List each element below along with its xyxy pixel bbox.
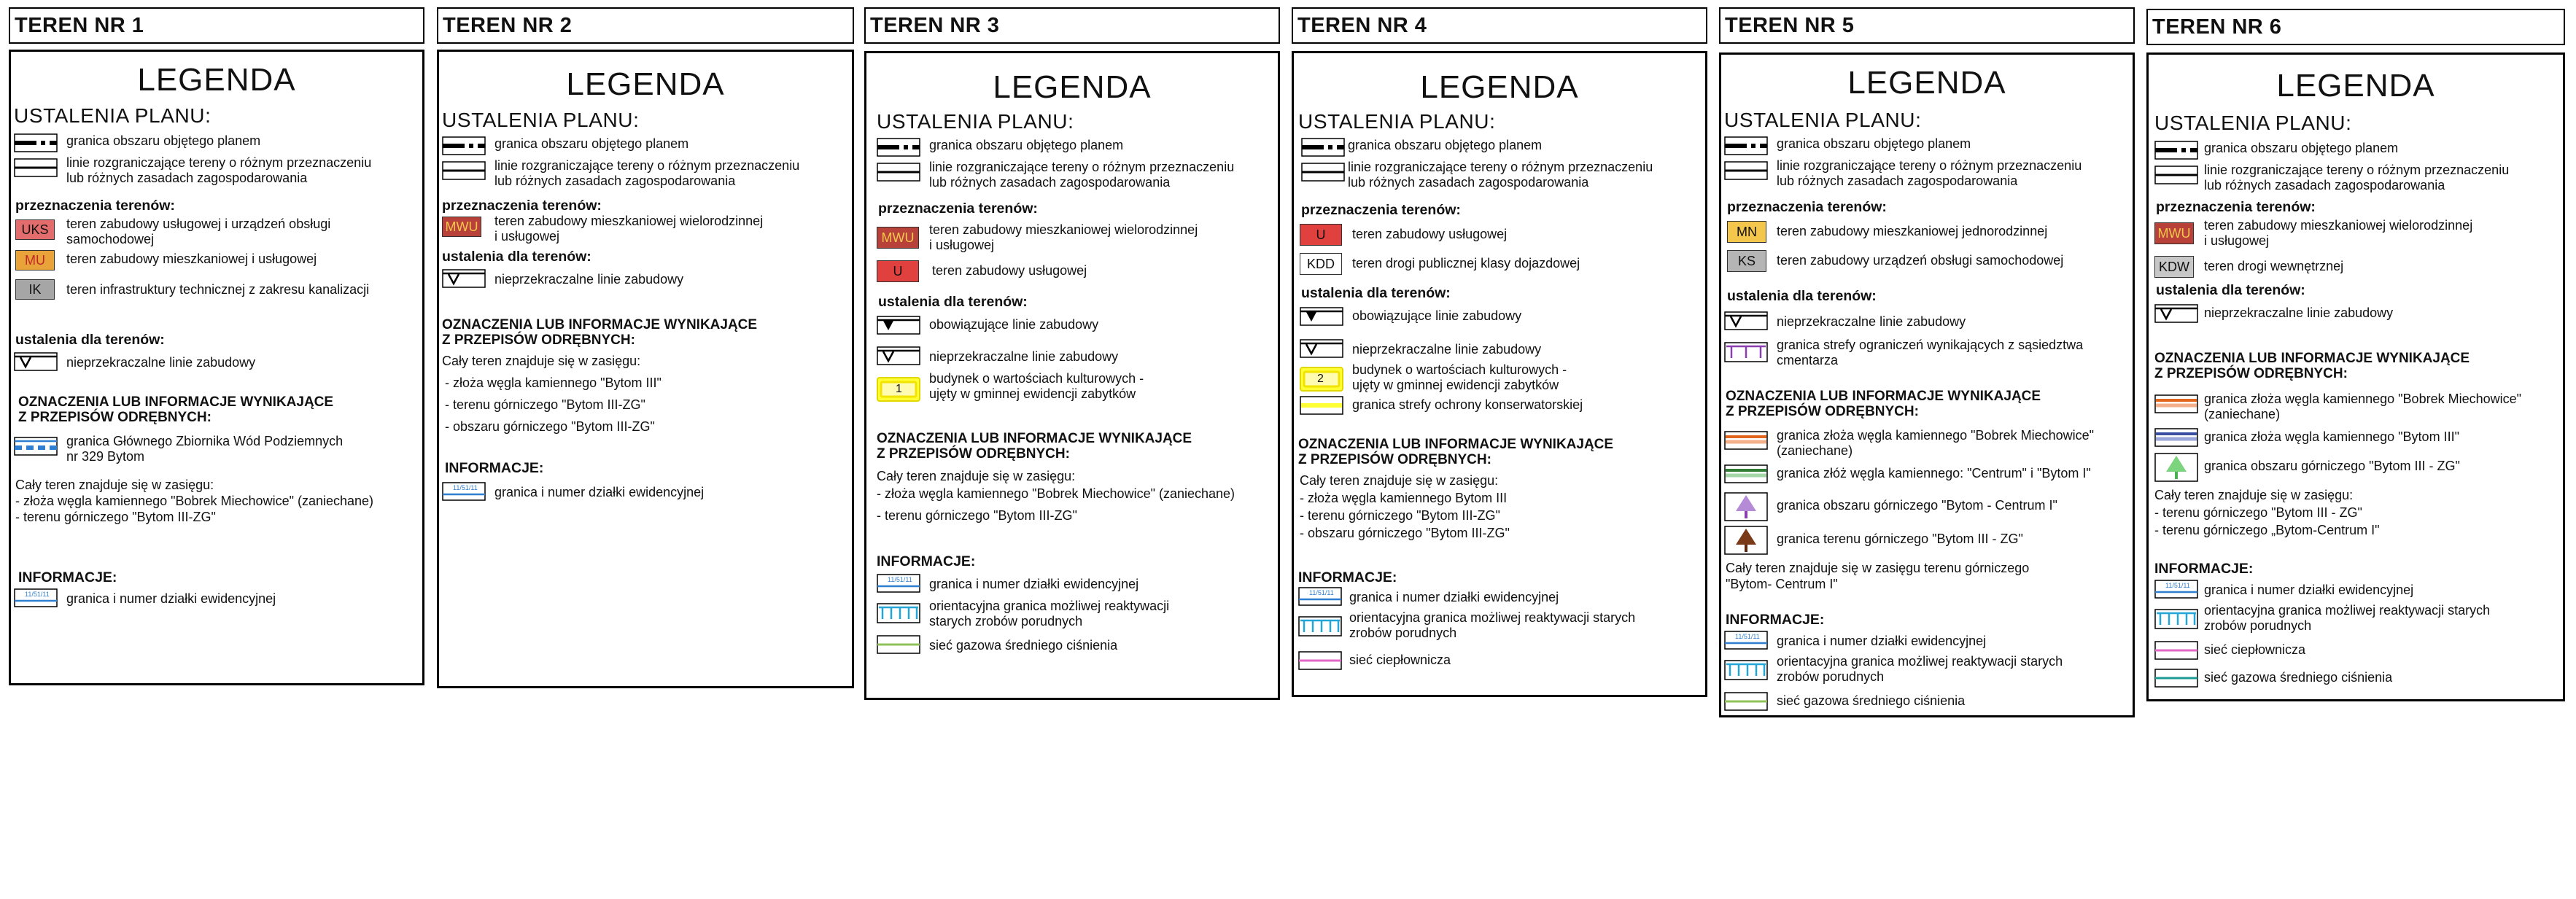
legend-label: lub różnych zasadach zagospodarowania xyxy=(929,175,1171,190)
section-przeznaczenia: przeznaczenia terenów: xyxy=(442,198,602,214)
division-line-icon xyxy=(442,161,486,180)
gas-network-icon xyxy=(1724,692,1768,711)
legend-label: nieprzekraczalne linie zabudowy xyxy=(66,355,256,370)
legend-label: granica obszaru objętego planem xyxy=(2204,141,2399,155)
legend-label: orientacyjna granica możliwej reaktywacji xyxy=(929,599,1170,613)
legend-label: orientacyjna granica możliwej reaktywacji starych xyxy=(1777,654,2063,669)
non-exceedable-line-icon xyxy=(1724,311,1768,330)
panel-title: TEREN NR 4 xyxy=(1292,7,1707,44)
legend-label: teren zabudowy urządzeń obsługi samochodowej xyxy=(1777,253,2064,268)
section-oznaczenia-l2: Z PRZEPISÓW ODRĘBNYCH: xyxy=(2154,366,2348,381)
zone-swatch: MWU xyxy=(2154,222,2194,244)
legend-label: nieprzekraczalne linie zabudowy xyxy=(2204,305,2394,320)
coal-deposit-boundary-icon xyxy=(2154,428,2198,447)
section-oznaczenia-l1: OZNACZENIA LUB INFORMACJE WYNIKAJĄCE xyxy=(442,317,758,332)
section-ustalenia-planu: USTALENIA PLANU: xyxy=(442,109,640,131)
legend-label: ujęty w gminnej ewidencji zabytków xyxy=(1352,378,1559,392)
non-exceedable-line-icon xyxy=(2154,304,2198,323)
legend-label: sieć gazowa średniego ciśnienia xyxy=(1777,693,1966,708)
heating-network-icon xyxy=(1298,651,1342,670)
section-ustalenia: ustalenia dla terenów: xyxy=(15,332,165,348)
legend-label: teren zabudowy usługowej xyxy=(1352,227,1508,241)
coverage-note: "Bytom- Centrum I" xyxy=(1726,577,1838,591)
mining-area-icon xyxy=(1724,492,1768,521)
section-oznaczenia-l2: Z PRZEPISÓW ODRĘBNYCH: xyxy=(1726,404,1919,419)
legend-label: samochodowej xyxy=(66,232,155,246)
coverage-item: - terenu górniczego „Bytom-Centrum I" xyxy=(2154,523,2380,537)
legend-label: granica i numer działki ewidencyjnej xyxy=(66,591,276,606)
panel-title: TEREN NR 6 xyxy=(2146,9,2565,45)
coverage-note: Cały teren znajduje się w zasięgu: xyxy=(877,469,1076,483)
plan-boundary-icon xyxy=(2154,141,2198,160)
legend-label: (zaniechane) xyxy=(1777,443,1853,458)
legend-box xyxy=(2146,52,2565,701)
zone-swatch: MU xyxy=(15,250,55,271)
legend-label: teren zabudowy mieszkaniowej wielorodzinnej xyxy=(494,214,764,228)
section-przeznaczenia: przeznaczenia terenów: xyxy=(2156,199,2316,215)
division-line-icon xyxy=(14,158,58,177)
coverage-item: - złoża węgla kamiennego Bytom III xyxy=(1300,491,1508,505)
legend-label: orientacyjna granica możliwej reaktywacji starych xyxy=(1349,610,1636,625)
legend-label: lub różnych zasadach zagospodarowania xyxy=(2204,178,2445,192)
non-exceedable-line-icon xyxy=(14,352,58,371)
section-ustalenia: ustalenia dla terenów: xyxy=(2156,282,2305,298)
legend-label: i usługowej xyxy=(494,229,560,244)
legend-title: LEGENDA xyxy=(1847,65,2006,101)
parcel-number: 11/51/11 xyxy=(2165,582,2190,589)
legend-label: granica złoża węgla kamiennego "Bobrek Miechowice" xyxy=(1777,428,2095,443)
section-informacje: INFORMACJE: xyxy=(1726,612,1825,628)
legend-label: sieć ciepłownicza xyxy=(2204,642,2306,657)
legend-label: sieć gazowa średniego ciśnienia xyxy=(929,638,1118,653)
parcel-number: 11/51/11 xyxy=(1735,633,1760,640)
legend-title: LEGENDA xyxy=(566,66,725,102)
section-informacje: INFORMACJE: xyxy=(877,553,976,569)
legend-title: LEGENDA xyxy=(993,69,1152,105)
plan-boundary-icon xyxy=(877,138,920,157)
section-ustalenia: ustalenia dla terenów: xyxy=(1727,288,1877,304)
legend-label: granica obszaru objętego planem xyxy=(929,138,1124,152)
legend-label: linie rozgraniczające tereny o różnym przeznaczeniu xyxy=(929,160,1235,174)
section-oznaczenia-l1: OZNACZENIA LUB INFORMACJE WYNIKAJĄCE xyxy=(2154,351,2470,366)
legend-label: granica obszaru objętego planem xyxy=(1777,136,1971,151)
section-ustalenia-planu: USTALENIA PLANU: xyxy=(2154,112,2352,134)
legend-title: LEGENDA xyxy=(2276,68,2435,104)
section-informacje: INFORMACJE: xyxy=(1298,569,1397,585)
section-oznaczenia xyxy=(877,431,1192,462)
coverage-note: Cały teren znajduje się w zasięgu: xyxy=(15,478,214,492)
coverage-item: - terenu górniczego "Bytom III-ZG" xyxy=(15,510,216,524)
parcel-number: 11/51/11 xyxy=(888,576,912,583)
section-informacje: INFORMACJE: xyxy=(445,460,544,476)
old-workings-boundary-icon xyxy=(1724,660,1768,680)
legend-label: granica obszaru górniczego "Bytom III - ZG" xyxy=(2204,459,2460,473)
zone-swatch: U xyxy=(877,260,919,282)
legend-label: budynek o wartościach kulturowych - xyxy=(929,371,1144,386)
legend-label: granica obszaru górniczego "Bytom - Centrum I" xyxy=(1777,498,2057,513)
groundwater-boundary-icon xyxy=(14,437,58,456)
legend-label: sieć gazowa średniego ciśnienia xyxy=(2204,670,2393,685)
heating-network-icon xyxy=(2154,641,2198,660)
legend-title: LEGENDA xyxy=(1420,69,1579,105)
section-oznaczenia xyxy=(18,394,333,425)
mandatory-line-icon xyxy=(1300,307,1343,326)
legend-label: granica strefy ochrony konserwatorskiej xyxy=(1352,397,1583,412)
coverage-item: - złoża węgla kamiennego "Bytom III" xyxy=(445,375,662,390)
legend-label: granica obszaru objętego planem xyxy=(1348,138,1543,152)
section-ustalenia-planu: USTALENIA PLANU: xyxy=(1724,109,1922,131)
legend-label: lub różnych zasadach zagospodarowania xyxy=(1348,175,1589,190)
heritage-building-number: 1 xyxy=(896,383,902,395)
section-ustalenia: ustalenia dla terenów: xyxy=(878,294,1028,310)
section-ustalenia-planu: USTALENIA PLANU: xyxy=(14,104,212,127)
division-line-icon xyxy=(1724,161,1768,180)
plan-boundary-icon xyxy=(1301,138,1345,157)
coverage-item: - terenu górniczego "Bytom III-ZG" xyxy=(1300,508,1500,523)
section-oznaczenia-l2: Z PRZEPISÓW ODRĘBNYCH: xyxy=(1298,452,1491,467)
legend-label: granica i numer działki ewidencyjnej xyxy=(1349,590,1559,604)
legend-label: linie rozgraniczające tereny o różnym przeznaczeniu xyxy=(1348,160,1653,174)
legend-box xyxy=(9,50,424,685)
zone-swatch: MWU xyxy=(877,227,919,249)
panel-title: TEREN NR 3 xyxy=(864,7,1280,44)
coverage-item: - terenu górniczego "Bytom III-ZG" xyxy=(445,397,645,412)
legend-label: nieprzekraczalne linie zabudowy xyxy=(494,272,684,287)
zone-swatch: MN xyxy=(1727,221,1766,243)
coverage-item: - obszaru górniczego "Bytom III-ZG" xyxy=(1300,526,1510,540)
legend-label: granica złóż węgla kamiennego: "Centrum" i "Bytom I" xyxy=(1777,466,2091,480)
legend-label: zrobów porudnych xyxy=(2204,618,2312,633)
legend-label: lub różnych zasadach zagospodarowania xyxy=(494,174,736,188)
division-line-icon xyxy=(2154,166,2198,184)
coverage-item: - terenu górniczego "Bytom III - ZG" xyxy=(2154,505,2362,520)
cemetery-zone-icon xyxy=(1724,342,1768,362)
legend-label: nr 329 Bytom xyxy=(66,449,145,464)
legend-label: sieć ciepłownicza xyxy=(1349,653,1451,667)
coverage-note: Cały teren znajduje się w zasięgu terenu górniczego xyxy=(1726,561,2030,575)
legend-label: granica złoża węgla kamiennego "Bobrek Miechowice" xyxy=(2204,392,2522,406)
legend-label: teren zabudowy mieszkaniowej i usługowej xyxy=(66,252,317,266)
coverage-item: - terenu górniczego "Bytom III-ZG" xyxy=(877,508,1077,523)
legend-label: granica strefy ograniczeń wynikających z sąsiedztwa xyxy=(1777,338,2084,352)
legend-label: teren zabudowy mieszkaniowej wielorodzinnej xyxy=(2204,218,2473,233)
panel-title: TEREN NR 2 xyxy=(437,7,854,44)
parcel-number: 11/51/11 xyxy=(453,484,478,491)
legend-label: orientacyjna granica możliwej reaktywacji starych xyxy=(2204,603,2491,618)
legend-label: granica terenu górniczego "Bytom III - ZG" xyxy=(1777,532,2023,546)
legend-label: obowiązujące linie zabudowy xyxy=(929,317,1099,332)
coal-deposit-boundary-icon xyxy=(1724,431,1768,450)
legend-label: i usługowej xyxy=(929,238,995,252)
division-line-icon xyxy=(1301,163,1345,182)
legend-label: granica złoża węgla kamiennego "Bytom III" xyxy=(2204,429,2459,444)
legend-label: nieprzekraczalne linie zabudowy xyxy=(929,349,1119,364)
section-oznaczenia-l2: Z PRZEPISÓW ODRĘBNYCH: xyxy=(442,332,635,348)
section-oznaczenia xyxy=(2154,351,2470,381)
legend-label: granica obszaru objętego planem xyxy=(66,133,261,148)
legend-label: granica i numer działki ewidencyjnej xyxy=(494,485,705,499)
section-ustalenia: ustalenia dla terenów: xyxy=(442,249,591,265)
non-exceedable-line-icon xyxy=(877,346,920,365)
legend-label: starych zrobów porudnych xyxy=(929,614,1083,628)
legend-label: teren drogi publicznej klasy dojazdowej xyxy=(1352,256,1580,271)
zone-swatch: KDW xyxy=(2154,256,2194,278)
section-oznaczenia xyxy=(1726,389,2041,419)
section-oznaczenia xyxy=(442,317,757,348)
heritage-building-number: 2 xyxy=(1317,373,1324,385)
legend-label: granica i numer działki ewidencyjnej xyxy=(929,577,1139,591)
legend-label: granica obszaru objętego planem xyxy=(494,136,689,151)
coverage-note: Cały teren znajduje się w zasięgu: xyxy=(1300,473,1499,488)
mining-area-icon xyxy=(2154,453,2198,482)
legend-label: teren zabudowy mieszkaniowej jednorodzinnej xyxy=(1777,224,2048,238)
mining-terrain-icon xyxy=(1724,526,1768,555)
section-oznaczenia-l1: OZNACZENIA LUB INFORMACJE WYNIKAJĄCE xyxy=(1726,389,2041,404)
plan-boundary-icon xyxy=(14,133,58,152)
legend-label: linie rozgraniczające tereny o różnym przeznaczeniu xyxy=(66,155,372,170)
legend-label: zrobów porudnych xyxy=(1349,626,1457,640)
old-workings-boundary-icon xyxy=(1298,616,1342,637)
coverage-note: Cały teren znajduje się w zasięgu: xyxy=(2154,488,2354,502)
legend-label: nieprzekraczalne linie zabudowy xyxy=(1777,314,1966,329)
legend-label: granica i numer działki ewidencyjnej xyxy=(2204,583,2414,597)
non-exceedable-line-icon xyxy=(1300,339,1343,358)
zone-swatch: IK xyxy=(15,279,55,300)
legend-label: granica i numer działki ewidencyjnej xyxy=(1777,634,1987,648)
legend-label: obowiązujące linie zabudowy xyxy=(1352,308,1522,323)
section-oznaczenia-l2: Z PRZEPISÓW ODRĘBNYCH: xyxy=(877,446,1070,462)
section-ustalenia-planu: USTALENIA PLANU: xyxy=(1298,110,1496,133)
legend-label: lub różnych zasadach zagospodarowania xyxy=(66,171,308,185)
section-przeznaczenia: przeznaczenia terenów: xyxy=(878,201,1038,217)
legend-label: teren zabudowy mieszkaniowej wielorodzinnej xyxy=(929,222,1198,237)
section-oznaczenia xyxy=(1298,437,1613,467)
zone-swatch: MWU xyxy=(442,217,481,237)
legend-label: teren zabudowy usługowej i urządzeń obsługi xyxy=(66,217,331,231)
section-informacje: INFORMACJE: xyxy=(18,569,117,585)
section-oznaczenia-l1: OZNACZENIA LUB INFORMACJE WYNIKAJĄCE xyxy=(18,394,334,410)
gas-network-icon xyxy=(877,635,920,654)
panel-title: TEREN NR 5 xyxy=(1719,7,2135,44)
zone-swatch: U xyxy=(1300,224,1342,246)
plan-boundary-icon xyxy=(1724,136,1768,155)
legend-label: budynek o wartościach kulturowych - xyxy=(1352,362,1567,377)
legend-label: teren infrastruktury technicznej z zakresu kanalizacji xyxy=(66,282,370,297)
legend-box xyxy=(1292,51,1707,697)
legend-label: teren zabudowy usługowej xyxy=(932,263,1087,278)
plan-boundary-icon xyxy=(442,136,486,155)
legend-box xyxy=(864,51,1280,700)
legend-label: i usługowej xyxy=(2204,233,2270,248)
zone-swatch: UKS xyxy=(15,219,55,240)
section-przeznaczenia: przeznaczenia terenów: xyxy=(1727,199,1887,215)
legend-label: ujęty w gminnej ewidencji zabytków xyxy=(929,386,1136,401)
section-ustalenia: ustalenia dla terenów: xyxy=(1301,285,1451,301)
section-oznaczenia-l1: OZNACZENIA LUB INFORMACJE WYNIKAJĄCE xyxy=(1298,437,1614,452)
parcel-number: 11/51/11 xyxy=(25,591,50,598)
conservation-zone-icon xyxy=(1300,396,1343,415)
coverage-item: - złoża węgla kamiennego "Bobrek Miechowice" (zaniechane) xyxy=(15,494,374,508)
section-informacje: INFORMACJE: xyxy=(2154,561,2254,577)
section-ustalenia-planu: USTALENIA PLANU: xyxy=(877,110,1074,133)
legend-box xyxy=(1719,52,2135,717)
legend-label: linie rozgraniczające tereny o różnym przeznaczeniu xyxy=(2204,163,2510,177)
legend-label: lub różnych zasadach zagospodarowania xyxy=(1777,174,2018,188)
legend-label: nieprzekraczalne linie zabudowy xyxy=(1352,342,1542,357)
coverage-item: - złoża węgla kamiennego "Bobrek Miechowice" (zaniechane) xyxy=(877,486,1235,501)
panel-title: TEREN NR 1 xyxy=(9,7,424,44)
legend-label: linie rozgraniczające tereny o różnym przeznaczeniu xyxy=(1777,158,2082,173)
legend-label: cmentarza xyxy=(1777,353,1839,367)
coal-deposit-boundary-icon xyxy=(2154,394,2198,413)
legend-label: (zaniechane) xyxy=(2204,407,2281,421)
legend-box xyxy=(437,50,854,688)
legend-label: linie rozgraniczające tereny o różnym przeznaczeniu xyxy=(494,158,800,173)
old-workings-boundary-icon xyxy=(2154,609,2198,629)
coal-deposit-boundary-icon xyxy=(1724,464,1768,483)
legend-title: LEGENDA xyxy=(137,62,296,98)
coverage-note: Cały teren znajduje się w zasięgu: xyxy=(442,354,641,368)
legend-label: zrobów porudnych xyxy=(1777,669,1885,684)
parcel-number: 11/51/11 xyxy=(1309,589,1334,596)
section-oznaczenia-l2: Z PRZEPISÓW ODRĘBNYCH: xyxy=(18,410,212,425)
division-line-icon xyxy=(877,163,920,182)
legend-label: teren drogi wewnętrznej xyxy=(2204,259,2344,273)
zone-swatch: KDD xyxy=(1300,253,1342,275)
gas-network-icon xyxy=(2154,669,2198,688)
mandatory-line-icon xyxy=(877,316,920,335)
section-oznaczenia-l1: OZNACZENIA LUB INFORMACJE WYNIKAJĄCE xyxy=(877,431,1192,446)
zone-swatch: KS xyxy=(1727,250,1766,272)
section-przeznaczenia: przeznaczenia terenów: xyxy=(15,198,175,214)
non-exceedable-line-icon xyxy=(442,269,486,288)
legend-label: granica Głównego Zbiornika Wód Podziemnych xyxy=(66,434,344,448)
coverage-item: - obszaru górniczego "Bytom III-ZG" xyxy=(445,419,655,434)
old-workings-boundary-icon xyxy=(877,603,920,623)
section-przeznaczenia: przeznaczenia terenów: xyxy=(1301,202,1461,218)
